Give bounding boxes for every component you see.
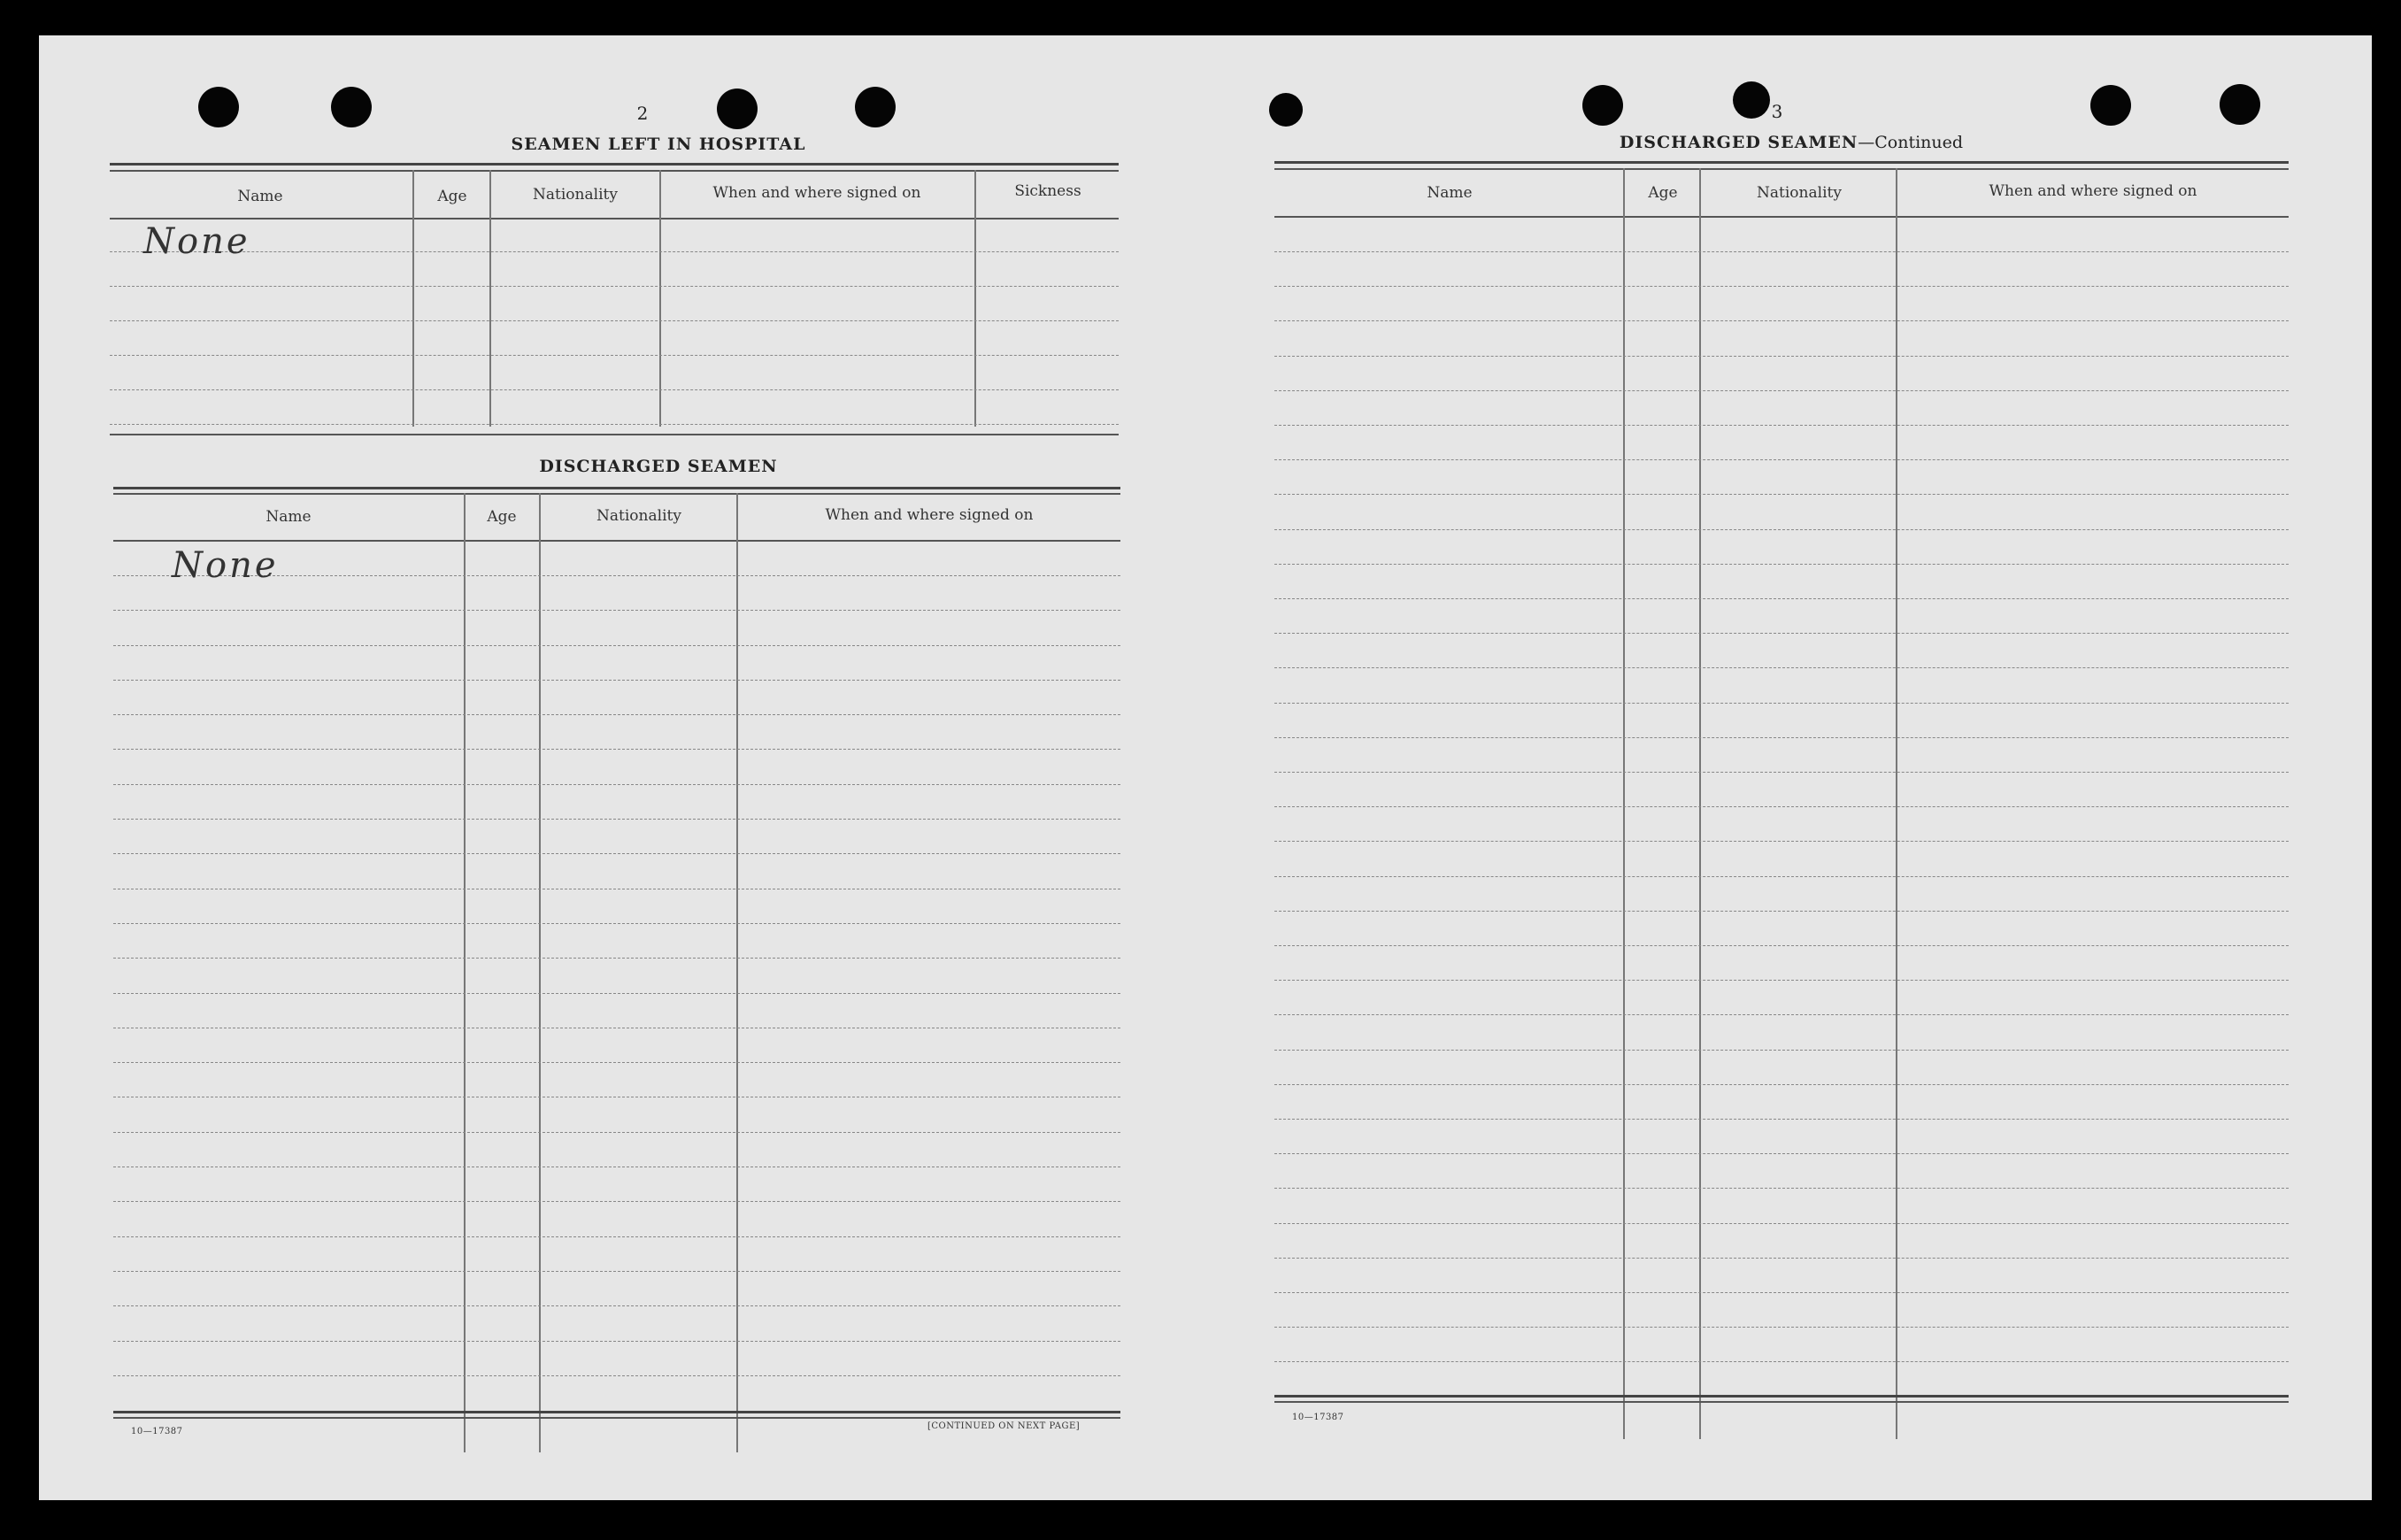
- hospital-header-sickness: Sickness: [1014, 182, 1081, 200]
- right-col-divider: [1896, 168, 1897, 1439]
- hospital-header-name: Name: [237, 188, 283, 205]
- ruled-line: [113, 1341, 1120, 1342]
- ruled-line: [1274, 390, 2289, 391]
- punch-hole: [198, 87, 239, 127]
- punch-hole: [2220, 84, 2260, 125]
- continued-title-suffix: —Continued: [1858, 133, 1964, 152]
- ruled-line: [1274, 841, 2289, 842]
- discharged-col-divider: [736, 493, 738, 1452]
- document-sheet: [39, 35, 2372, 1500]
- discharged-header-signed-on: When and where signed on: [825, 506, 1034, 524]
- form-number-left: 10—17387: [131, 1427, 183, 1436]
- hospital-bottom-rule: [110, 434, 1119, 435]
- ruled-line: [113, 714, 1120, 715]
- hospital-col-divider: [974, 170, 976, 427]
- discharged-col-divider: [539, 493, 541, 1452]
- ruled-line: [1274, 806, 2289, 807]
- ruled-line: [113, 853, 1120, 854]
- right-header-rule: [1274, 216, 2289, 218]
- hospital-col-divider: [659, 170, 661, 427]
- ruled-line: [1274, 1119, 2289, 1120]
- ruled-line: [1274, 564, 2289, 565]
- ruled-line: [1274, 356, 2289, 357]
- ruled-line: [1274, 1014, 2289, 1015]
- ruled-line: [1274, 667, 2289, 668]
- punch-hole: [855, 87, 896, 127]
- ruled-line: [1274, 1050, 2289, 1051]
- right-header-nationality: Nationality: [1757, 184, 1842, 202]
- ruled-line: [1274, 1188, 2289, 1189]
- hospital-col-divider: [412, 170, 414, 427]
- ruled-line: [1274, 772, 2289, 773]
- ruled-line: [1274, 876, 2289, 877]
- ruled-line: [1274, 980, 2289, 981]
- right-bottom-rule: [1274, 1395, 2289, 1398]
- ruled-line: [113, 1201, 1120, 1202]
- ruled-line: [1274, 911, 2289, 912]
- ruled-line: [110, 389, 1119, 390]
- right-header-name: Name: [1427, 184, 1473, 202]
- discharged-header-rule: [113, 540, 1120, 542]
- ruled-line: [1274, 251, 2289, 252]
- continued-note: [CONTINUED ON NEXT PAGE]: [927, 1421, 1081, 1431]
- punch-hole: [1582, 85, 1623, 126]
- ruled-line: [1274, 459, 2289, 460]
- hospital-header-rule: [110, 218, 1119, 219]
- right-bottom-rule-2: [1274, 1401, 2289, 1403]
- ruled-line: [113, 1305, 1120, 1306]
- page-number-left: 2: [636, 103, 649, 124]
- ruled-line: [113, 784, 1120, 785]
- ruled-line: [1274, 1327, 2289, 1328]
- hospital-header-age: Age: [437, 188, 467, 205]
- right-top-rule-2: [1274, 168, 2289, 170]
- discharged-header-nationality: Nationality: [596, 507, 681, 525]
- ruled-line: [113, 819, 1120, 820]
- ruled-line: [1274, 494, 2289, 495]
- right-col-divider: [1623, 168, 1625, 1439]
- punch-hole: [1269, 93, 1303, 127]
- right-top-rule: [1274, 161, 2289, 164]
- discharged-bottom-rule: [113, 1411, 1120, 1413]
- ruled-line: [1274, 1223, 2289, 1224]
- punch-hole: [2090, 85, 2131, 126]
- ruled-line: [113, 1271, 1120, 1272]
- ruled-line: [1274, 529, 2289, 530]
- hospital-header-signed-on: When and where signed on: [712, 184, 921, 202]
- ruled-line: [113, 1375, 1120, 1376]
- ruled-line: [113, 958, 1120, 959]
- punch-hole: [331, 87, 372, 127]
- ruled-line: [113, 1236, 1120, 1237]
- ruled-line: [110, 286, 1119, 287]
- hospital-header-nationality: Nationality: [533, 186, 618, 204]
- hospital-top-rule: [110, 163, 1119, 166]
- continued-title-main: DISCHARGED SEAMEN: [1619, 133, 1858, 152]
- ruled-line: [1274, 286, 2289, 287]
- right-header-signed-on: When and where signed on: [1989, 182, 2197, 200]
- right-header-age: Age: [1648, 184, 1678, 202]
- discharged-col-divider: [464, 493, 466, 1452]
- ruled-line: [113, 993, 1120, 994]
- ruled-line: [113, 645, 1120, 646]
- ruled-line: [1274, 703, 2289, 704]
- ruled-line: [113, 749, 1120, 750]
- page-number-right: 3: [1771, 101, 1783, 122]
- ruled-line: [113, 680, 1120, 681]
- hospital-handwritten-entry: None: [143, 221, 250, 262]
- ruled-line: [110, 355, 1119, 356]
- discharged-handwritten-entry: None: [172, 545, 279, 586]
- ruled-line: [1274, 320, 2289, 321]
- ruled-line: [113, 610, 1120, 611]
- discharged-section-title: DISCHARGED SEAMEN: [539, 457, 778, 476]
- ruled-line: [1274, 598, 2289, 599]
- discharged-header-age: Age: [487, 508, 517, 526]
- ruled-line: [113, 923, 1120, 924]
- punch-hole: [717, 89, 758, 129]
- ruled-line: [110, 424, 1119, 425]
- hospital-top-rule-2: [110, 170, 1119, 172]
- ruled-line: [113, 1062, 1120, 1063]
- ruled-line: [1274, 1292, 2289, 1293]
- ruled-line: [1274, 1258, 2289, 1259]
- hospital-section-title: SEAMEN LEFT IN HOSPITAL: [511, 135, 806, 154]
- form-number-right: 10—17387: [1292, 1413, 1344, 1422]
- discharged-header-name: Name: [265, 508, 312, 526]
- discharged-bottom-rule-2: [113, 1417, 1120, 1419]
- discharged-top-rule: [113, 487, 1120, 489]
- right-col-divider: [1699, 168, 1701, 1439]
- ruled-line: [110, 251, 1119, 252]
- ruled-line: [1274, 425, 2289, 426]
- ruled-line: [1274, 737, 2289, 738]
- hospital-col-divider: [489, 170, 491, 427]
- ruled-line: [1274, 633, 2289, 634]
- continued-section-title: [1490, 133, 2092, 152]
- ruled-line: [1274, 1153, 2289, 1154]
- discharged-top-rule-2: [113, 493, 1120, 495]
- ruled-line: [1274, 1084, 2289, 1085]
- ruled-line: [1274, 945, 2289, 946]
- ruled-line: [1274, 1361, 2289, 1362]
- ruled-line: [110, 320, 1119, 321]
- ruled-line: [113, 1132, 1120, 1133]
